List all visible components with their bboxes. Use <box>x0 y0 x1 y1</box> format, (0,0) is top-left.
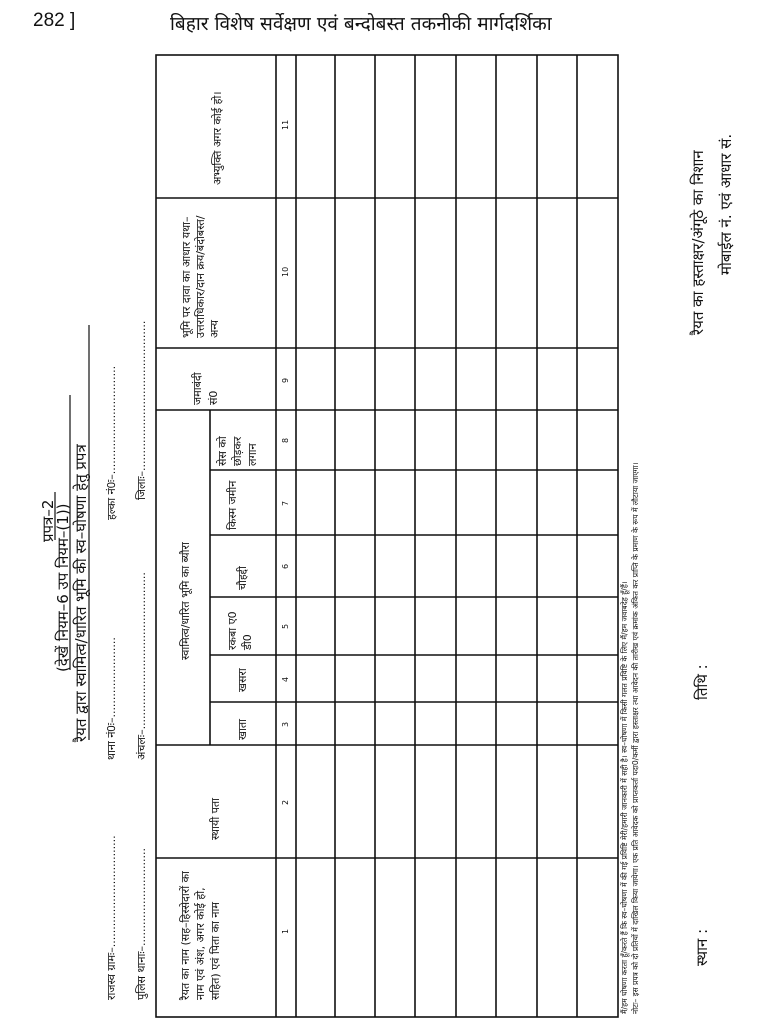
mobile-aadhaar-label: मोबाईल नं. एवं आधार सं. <box>717 133 735 275</box>
col-number-10: 10 <box>281 266 290 277</box>
col5-header: रकबा ए0 डी0 <box>226 611 254 650</box>
col9-header: जमाबंदी सं0 <box>191 372 220 405</box>
form-title: रैयत द्वारा स्वामित्व/धारित भूमि की स्व–घोषणा हेतु प्रपत्र <box>72 444 90 742</box>
col3-header: खाता <box>236 719 249 740</box>
note-text: नोटः– इस प्रपत्र को दो प्रतियों में दाखिल किया जायेगा। एक प्रति आवेदक को प्राप्तकर्ता पदा0/कर्मी द्वारा हस्ताक्षर त्था आवेदन की तारीख एवं क्रमांक अंकित कर प्राप्ति के प्रमाण के रूप में लौटाया जाएगा। <box>631 462 640 1014</box>
col-number-9: 9 <box>281 377 290 383</box>
col1-header: रैयत का नाम (सह–हिस्सेदारों का नाम एवं अंश, अगर कोई हो, सहित) एवं पिता का नाम <box>179 871 222 1000</box>
col-number-1: 1 <box>281 928 290 934</box>
col-number-3: 3 <box>281 721 290 727</box>
col11-header: अभ्युक्ति अगर कोई हो। <box>211 91 224 185</box>
book-title: बिहार विशेष सर्वेक्षण एवं बन्दोबस्त तकनीकी मार्गदर्शिका <box>170 13 552 35</box>
place-label: स्थान : <box>693 928 711 966</box>
declaration-text: मैं/हम घोषणा करता हूँ/करते हैं कि स्व–घोषणा में की गई प्रविष्टि मेरी/हमारी जानकारी में सही है। स्व–घोषणा में किसी गलत प्रविष्टि के लिए मैं/हम जवाबदेह हूँ/हैं। <box>620 581 629 1014</box>
col-number-11: 11 <box>281 119 290 130</box>
col8-header: सेस को छोड़कर लगान <box>216 436 259 466</box>
col10-header: भूमि पर दावा का आधार यथा–उत्तराधिकार/दान क्रय/बंदोबस्त/अन्य <box>180 215 221 338</box>
thana-number-field: थाना नं0ः–....................... <box>105 637 118 760</box>
anchal-field: अंचलः–............................................. <box>135 572 148 760</box>
col6-header: चौहद्दी <box>236 566 249 590</box>
col-number-6: 6 <box>281 563 290 569</box>
col-number-5: 5 <box>281 623 290 629</box>
police-thana-field: पुलिस थानाः–............................ <box>135 848 148 1000</box>
col-number-8: 8 <box>281 437 290 443</box>
col-number-7: 7 <box>281 500 290 506</box>
revenue-village-field: राजस्व ग्रामः–................................ <box>105 835 118 1000</box>
date-label: तिथि : <box>693 664 711 700</box>
page-number: 282 ] <box>33 10 76 31</box>
col7-header: किस्म जमीन <box>226 480 239 530</box>
halka-number-field: हल्का नं0ः–............................... <box>105 365 118 520</box>
col2-header: स्थायी पता <box>209 797 222 840</box>
group-header: स्वामित्व/धारित भूमि का ब्यौरा <box>179 542 192 660</box>
signature-label: रैयत का हस्ताक्षर/अंगूठे का निशान <box>689 150 707 335</box>
col4-header: खसरा <box>236 668 249 692</box>
rule-reference: (देखें नियम–6 उप नियम–(1)) <box>54 503 72 672</box>
col-number-2: 2 <box>281 799 290 805</box>
form-number: प्रपत्र–2 <box>39 499 57 542</box>
col-number-4: 4 <box>281 676 290 682</box>
district-field: जिलाः–........................................... <box>135 320 148 500</box>
